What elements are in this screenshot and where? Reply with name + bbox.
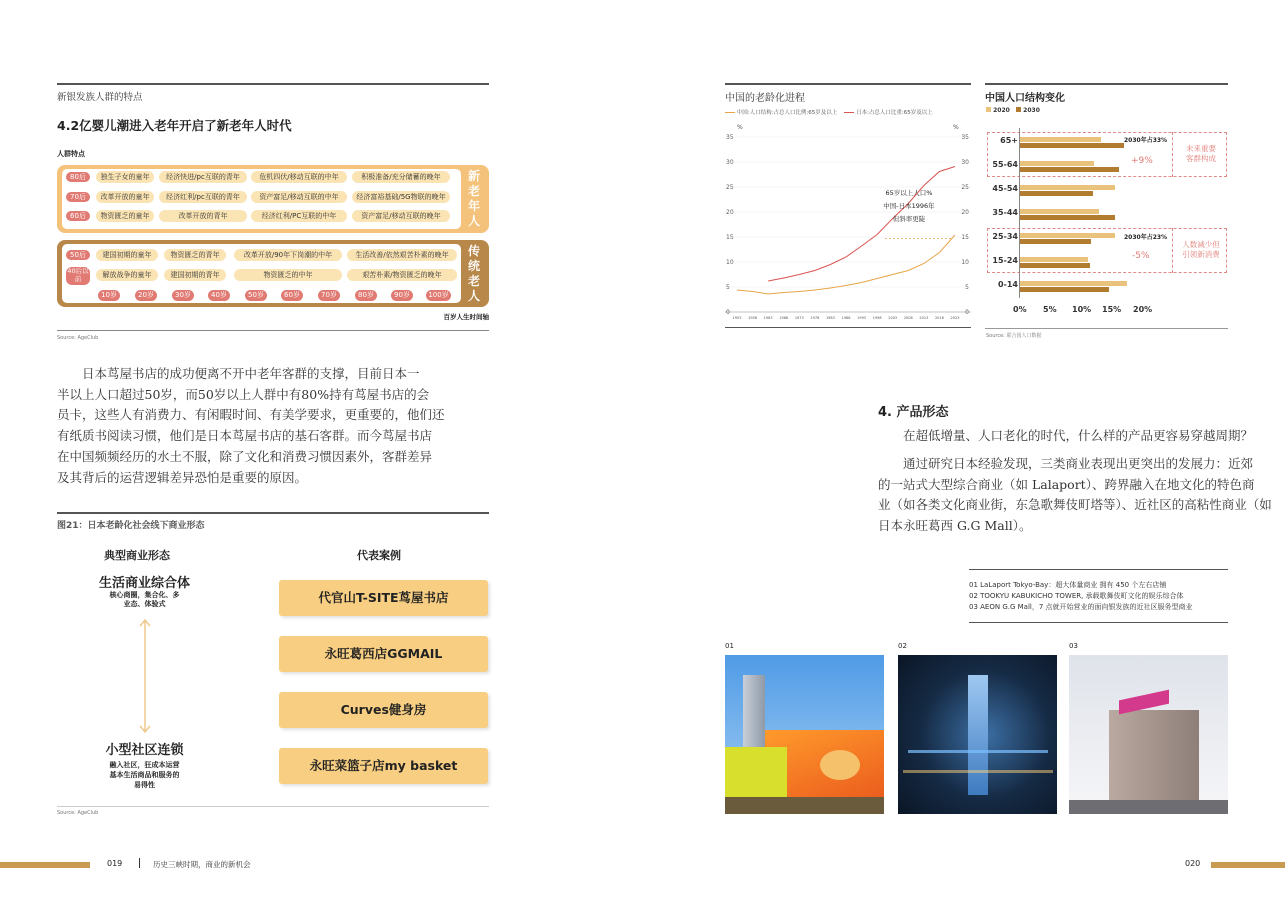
x-tick-label: 1988 [841,316,851,320]
left-tick: 5 [726,284,730,291]
x-tick-label: 2008 [903,316,913,320]
x-tick-label: 1983 [825,316,835,320]
bar-2030 [1020,167,1119,172]
case-ggmall: 永旺葛西店GGMAIL [279,636,488,672]
photo-kabukicho [898,655,1057,814]
fig21-col2-header: 代表案例 [357,549,401,562]
footer-title: 历史三峡时期，商业的新机会 [153,860,251,869]
annotation-future: 未来重要 客群构成 [1186,144,1216,163]
bar-2020 [1020,161,1094,166]
timeline-label: 百岁人生时间轴 [443,313,489,321]
right-tick: 15 [961,234,969,241]
annotation-plus9: +9% [1131,156,1153,166]
photo-label-03: 03 [1069,642,1078,650]
left-tick: 20 [726,209,734,216]
bar-2020 [1020,257,1088,262]
bar-2020 [1020,233,1115,238]
chart2-legend [986,107,1040,114]
x-tick-label: 1958 [748,316,758,320]
x-tick-label: 1953 [732,316,742,320]
fig21-top-form: 生活商业综合体 [98,576,190,591]
x-tick-label: 1978 [810,316,820,320]
case-tsite: 代官山T-SITE茑屋书店 [279,580,488,616]
chart1-right-unit: % [953,124,959,131]
annotation-minus5: -5% [1132,251,1150,261]
left-tick: 15 [726,234,734,241]
x-tick-label: 2018 [934,316,944,320]
fig21-rule [57,512,489,514]
aging-line-chart [725,125,971,330]
bar-2030 [1020,239,1091,244]
section-question: 在超低增量、人口老化的时代，什么样的产品更容易穿越周期？ [903,428,1254,443]
x-tick: 15% [1102,305,1122,314]
bar-2020 [1020,209,1099,214]
x-tick-label: 1973 [794,316,804,320]
page-number-right: 020 [1185,859,1201,868]
legend-swatch-2020 [986,107,991,112]
category-label: 65+ [1000,136,1018,145]
left-tick: 35 [726,134,734,141]
x-tick-label: 2003 [888,316,898,320]
fig21-title: 图21：日本老龄化社会线下商业形态 [57,521,205,531]
photo-label-01: 01 [725,642,734,650]
x-tick: 0% [1013,305,1027,314]
divider [969,569,1228,570]
box-divider-bottom [1172,228,1173,273]
x-tick-label: 2023 [950,316,960,320]
photo-aeon [1069,655,1228,814]
annotation-new-consumption: 人数减少但 引领新消费 [1182,240,1220,259]
footer-bar-left [0,862,90,868]
category-label: 35-44 [992,208,1018,217]
right-tick: 5 [965,284,969,291]
bar-2020 [1020,137,1101,142]
photo-label-02: 02 [898,642,907,650]
chart1-legend [725,108,933,116]
bar-2030 [1020,263,1090,268]
x-tick: 10% [1072,305,1092,314]
fig21-source: Source: AgeClub [57,810,99,816]
chart2-title: 中国人口结构变化 [985,93,1065,104]
legend-china: 中国:人口结构:占总人口比例:65岁及以上 [736,110,838,116]
chart1-rule [725,83,971,85]
fig21-col1-header: 典型商业形态 [104,549,170,562]
photo-captions: 01 LaLaport Tokyo-Bay：超大体量商业 拥有 450 个左右店铺 02 TOOKYU KABUKICHO TOWER, 承载歌舞伎町文化的娱乐综合体 03 AEON G.G Mall，7 点就开始营业的面向银发族的近社区服务型商业 [969,581,1193,611]
x-tick: 5% [1043,305,1057,314]
legend-2020: 2020 [993,107,1010,114]
case-mybasket: 永旺菜篮子店my basket [279,748,488,784]
case-curves: Curves健身房 [279,692,488,728]
right-tick: 25 [961,184,969,191]
left-tick: 0 [726,309,730,316]
annotation-2030-33: 2030年占33% [1124,137,1168,144]
annotation-2030-23: 2030年占23% [1124,234,1168,241]
legend-swatch-2030 [1016,107,1021,112]
left-tick: 25 [726,184,734,191]
header-rule [57,83,489,85]
series-line-china [737,235,955,294]
body-paragraph: 日本茑屋书店的成功便离不开中老年客群的支撑，目前日本一 半以上人口超过50岁，而50岁以上人群中有80%持有茑屋书店的会 员卡，这些人有消费力、有闲暇时间、有美学要求，更重要的，他们还 有纸质书阅读习惯，他们是日本茑屋书店的基石客群。而今茑屋书店 在中国频频经历的水土不服，除了文化和消费习惯因素外，客群差异 及其背后的运营逻辑差异恐怕是重要的原因。 [57,366,445,485]
right-tick: 10 [961,259,969,266]
right-tick: 20 [961,209,969,216]
fig21-top-desc: 核心商圈，集合化、多 业态、体验式 [109,591,180,608]
category-label: 0-14 [997,280,1018,289]
chart1-left-unit: % [737,124,743,131]
legend-2030: 2030 [1023,107,1040,114]
chart1-title: 中国的老龄化进程 [725,93,805,104]
bar-2020 [1020,281,1127,286]
page-number-left: 019 [107,859,123,868]
chart1-annotation: 65岁以上人口% 中国-日本1996年 但斜率更陡 [883,189,935,223]
divider [57,806,489,807]
x-tick-label: 1963 [763,316,773,320]
bar-2030 [1020,287,1109,292]
bar-2020 [1020,185,1115,190]
double-arrow-icon [138,617,152,735]
left-tick: 10 [726,259,734,266]
x-tick-label: 1998 [872,316,882,320]
divider [969,622,1228,623]
source-note: Source: AgeClub [57,335,99,341]
right-tick: 0 [965,309,969,316]
footer-separator [139,858,140,868]
category-label: 15-24 [992,256,1018,265]
chart2-rule [985,83,1228,85]
legend-swatch-china [725,112,735,113]
category-label: 45-54 [992,184,1018,193]
bar-2030 [1020,215,1115,220]
x-tick-label: 1993 [857,316,867,320]
fig21-bottom-desc: 融入社区，狂成本运营 基本生活商品和服务的 易得性 [109,761,180,789]
x-tick-label: 1968 [779,316,789,320]
left-tick: 30 [726,159,734,166]
divider [725,327,971,328]
bar-2030 [1020,191,1093,196]
x-tick: 20% [1133,305,1153,314]
x-tick-label: 2013 [919,316,929,320]
box-divider-top [1172,132,1173,177]
new-elderly-label: 新 老 年 人 [467,169,480,228]
footer-bar-right [1211,862,1285,868]
section-heading: 4. 产品形态 [878,405,949,420]
category-label: 25-34 [992,232,1018,241]
fig21-bottom-form: 小型社区连锁 [105,743,184,758]
category-label: 55-64 [992,160,1018,169]
legend-swatch-japan [844,112,854,113]
traits-label: 人群特点 [57,150,85,158]
photo-lalaport [725,655,884,814]
divider [985,328,1228,329]
right-tick: 30 [961,159,969,166]
chart2-source: Source: 联合国人口数据 [986,333,1042,339]
section-paragraph: 通过研究日本经验发现，三类商业表现出更突出的发展力：近郊 的一站式大型综合商业（如 Lalaport）、跨界融入在地文化的特色商 业（如各类文化商业街，东急歌舞伎町塔等）、近社区的高粘性商业（如 日本永旺葛西 G.G Mall）。 [878,456,1272,534]
legend-japan: 日本:占总人口比重:65岁及以上 [856,110,933,116]
divider [57,330,489,331]
section-header: 新银发族人群的特点 [57,92,143,103]
page-heading: 4.2亿婴儿潮进入老年开启了新老年人时代 [57,118,292,133]
bar-2030 [1020,143,1124,148]
age-timeline: 10岁 20岁 30岁 40岁 50岁 60岁 70岁 80岁 90岁 100岁 [66,290,456,301]
right-tick: 35 [961,134,969,141]
traditional-elderly-label: 传 统 老 人 [467,244,480,303]
